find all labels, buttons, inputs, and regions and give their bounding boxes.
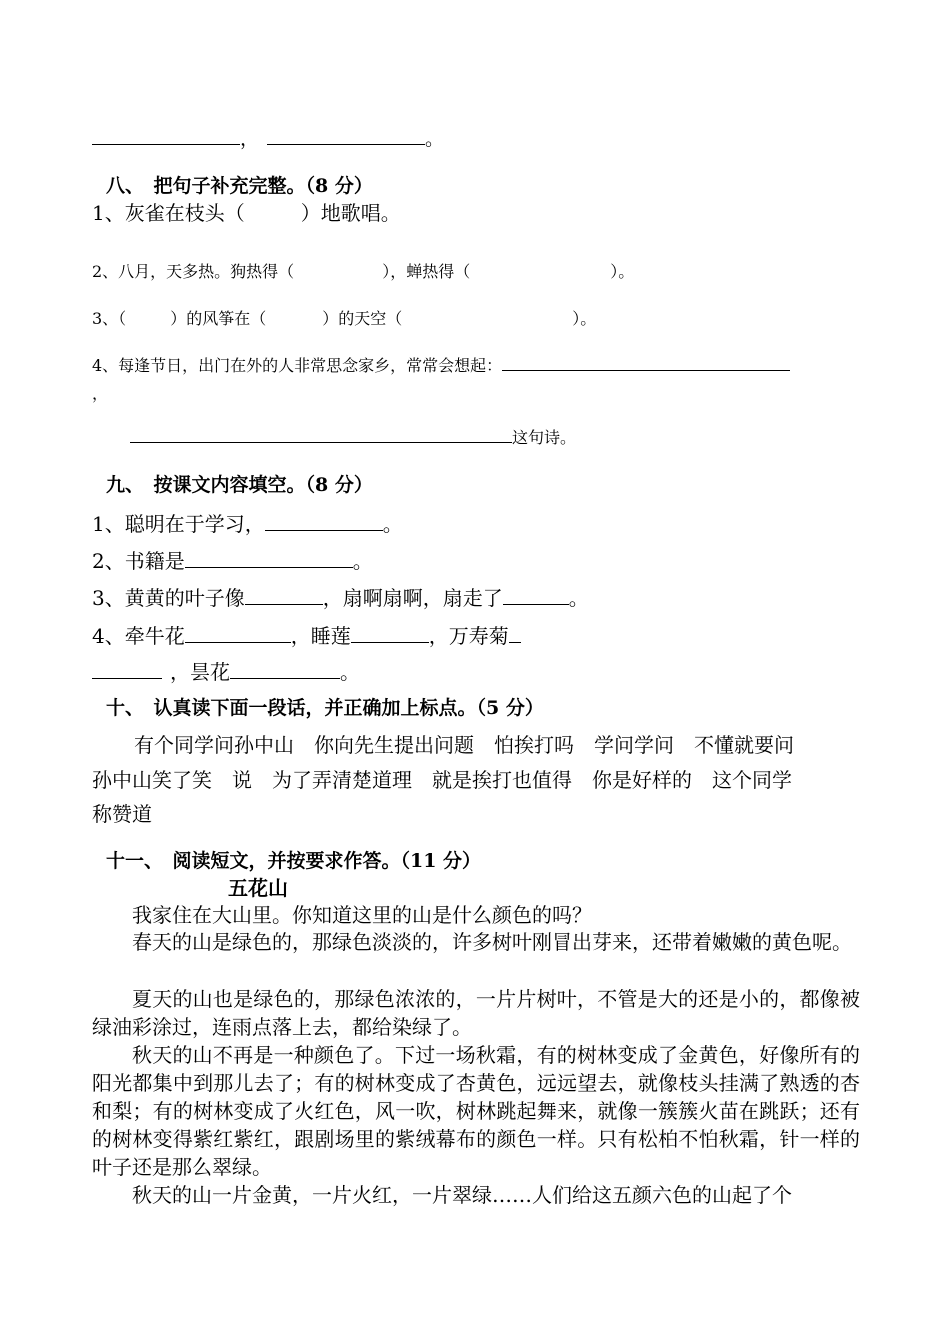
answer-blank[interactable] bbox=[502, 353, 790, 371]
sec10-passage-line-2: 孙中山笑了笑 说 为了弄清楚道理 就是挨打也值得 你是好样的 这个同学 bbox=[92, 768, 792, 792]
answer-blank[interactable] bbox=[185, 621, 291, 643]
sec8-question-4: 4、每逢节日，出门在外的人非常思念家乡，常常会想起： bbox=[92, 353, 790, 376]
sec9-question-1: 1、聪明在于学习， 。 bbox=[92, 508, 403, 537]
sec10-passage-line-3: 称赞道 bbox=[92, 802, 152, 826]
answer-blank[interactable] bbox=[92, 124, 240, 145]
section-9-heading: 九、 按课文内容填空。（8 分） bbox=[106, 474, 373, 496]
answer-blank[interactable] bbox=[185, 546, 353, 568]
reading-paragraph-3: 夏天的山也是绿色的，那绿色浓浓的，一片片树叶，不管是大的还是小的，都像被绿油彩涂过，连雨点落上去，都给染绿了。 bbox=[92, 987, 860, 1039]
answer-blank[interactable] bbox=[245, 583, 323, 605]
answer-blank[interactable] bbox=[509, 621, 521, 643]
reading-paragraph-4: 秋天的山不再是一种颜色了。下过一场秋霜，有的树林变成了金黄色，好像所有的阳光都集中到那儿去了；有的树林变成了杏黄色，远远望去，就像枝头挂满了熟透的杏和梨；有的树林变成了火红色，风一吹，树林跳起舞来，就像一簇簇火苗在跳跃；还有的树林变得紫红紫红，跟剧场里的紫绒幕布的颜色一样。只有松柏不怕秋霜，针一样的叶子还是那么翠绿。 bbox=[92, 1043, 860, 1179]
answer-blank[interactable] bbox=[230, 657, 340, 679]
reading-title: 五花山 bbox=[228, 876, 288, 900]
answer-blank[interactable] bbox=[503, 583, 569, 605]
sec8-question-2: 2、八月，天多热。狗热得（ ），蝉热得（ ）。 bbox=[92, 262, 635, 281]
sec10-passage-line-1: 有个同学问孙中山 你向先生提出问题 怕挨打吗 学问学问 不懂就要问 bbox=[134, 733, 794, 757]
sec9-question-4: 4、牵牛花 ，睡莲 ，万寿菊 bbox=[92, 620, 521, 649]
sec9-question-3: 3、黄黄的叶子像 ，扇啊扇啊，扇走了 。 bbox=[92, 582, 589, 611]
reading-paragraph-1: 我家住在大山里。你知道这里的山是什么颜色的吗？ bbox=[132, 903, 592, 927]
sec8-question-4-line2: 这句诗。 bbox=[130, 425, 576, 448]
top-answer-line: ， 。 bbox=[92, 124, 444, 151]
answer-blank[interactable] bbox=[92, 657, 162, 679]
section-10-heading: 十、 认真读下面一段话，并正确加上标点。（5 分） bbox=[106, 697, 544, 719]
answer-blank[interactable] bbox=[130, 425, 512, 443]
reading-paragraph-2: 春天的山是绿色的，那绿色淡淡的，许多树叶刚冒出芽来，还带着嫩嫩的黄色呢。 bbox=[132, 930, 852, 954]
reading-paragraph-5: 秋天的山一片金黄，一片火红，一片翠绿……人们给这五颜六色的山起了个 bbox=[132, 1183, 792, 1207]
section-8-heading: 八、 把句子补充完整。（8 分） bbox=[106, 175, 373, 197]
sec8-question-4-comma: ， bbox=[92, 384, 109, 403]
sec8-question-3: 3、（ ）的风筝在（ ）的天空（ ）。 bbox=[92, 309, 597, 328]
answer-blank[interactable] bbox=[265, 509, 383, 531]
section-11-heading: 十一、 阅读短文，并按要求作答。（11 分） bbox=[106, 850, 482, 872]
sec9-question-2: 2、书籍是 。 bbox=[92, 545, 373, 574]
sec8-question-1: 1、灰雀在枝头（ ）地歌唱。 bbox=[92, 201, 401, 225]
answer-blank[interactable] bbox=[351, 621, 429, 643]
answer-blank[interactable] bbox=[267, 124, 425, 145]
sec9-question-4-line2: ，昙花 。 bbox=[92, 656, 360, 685]
